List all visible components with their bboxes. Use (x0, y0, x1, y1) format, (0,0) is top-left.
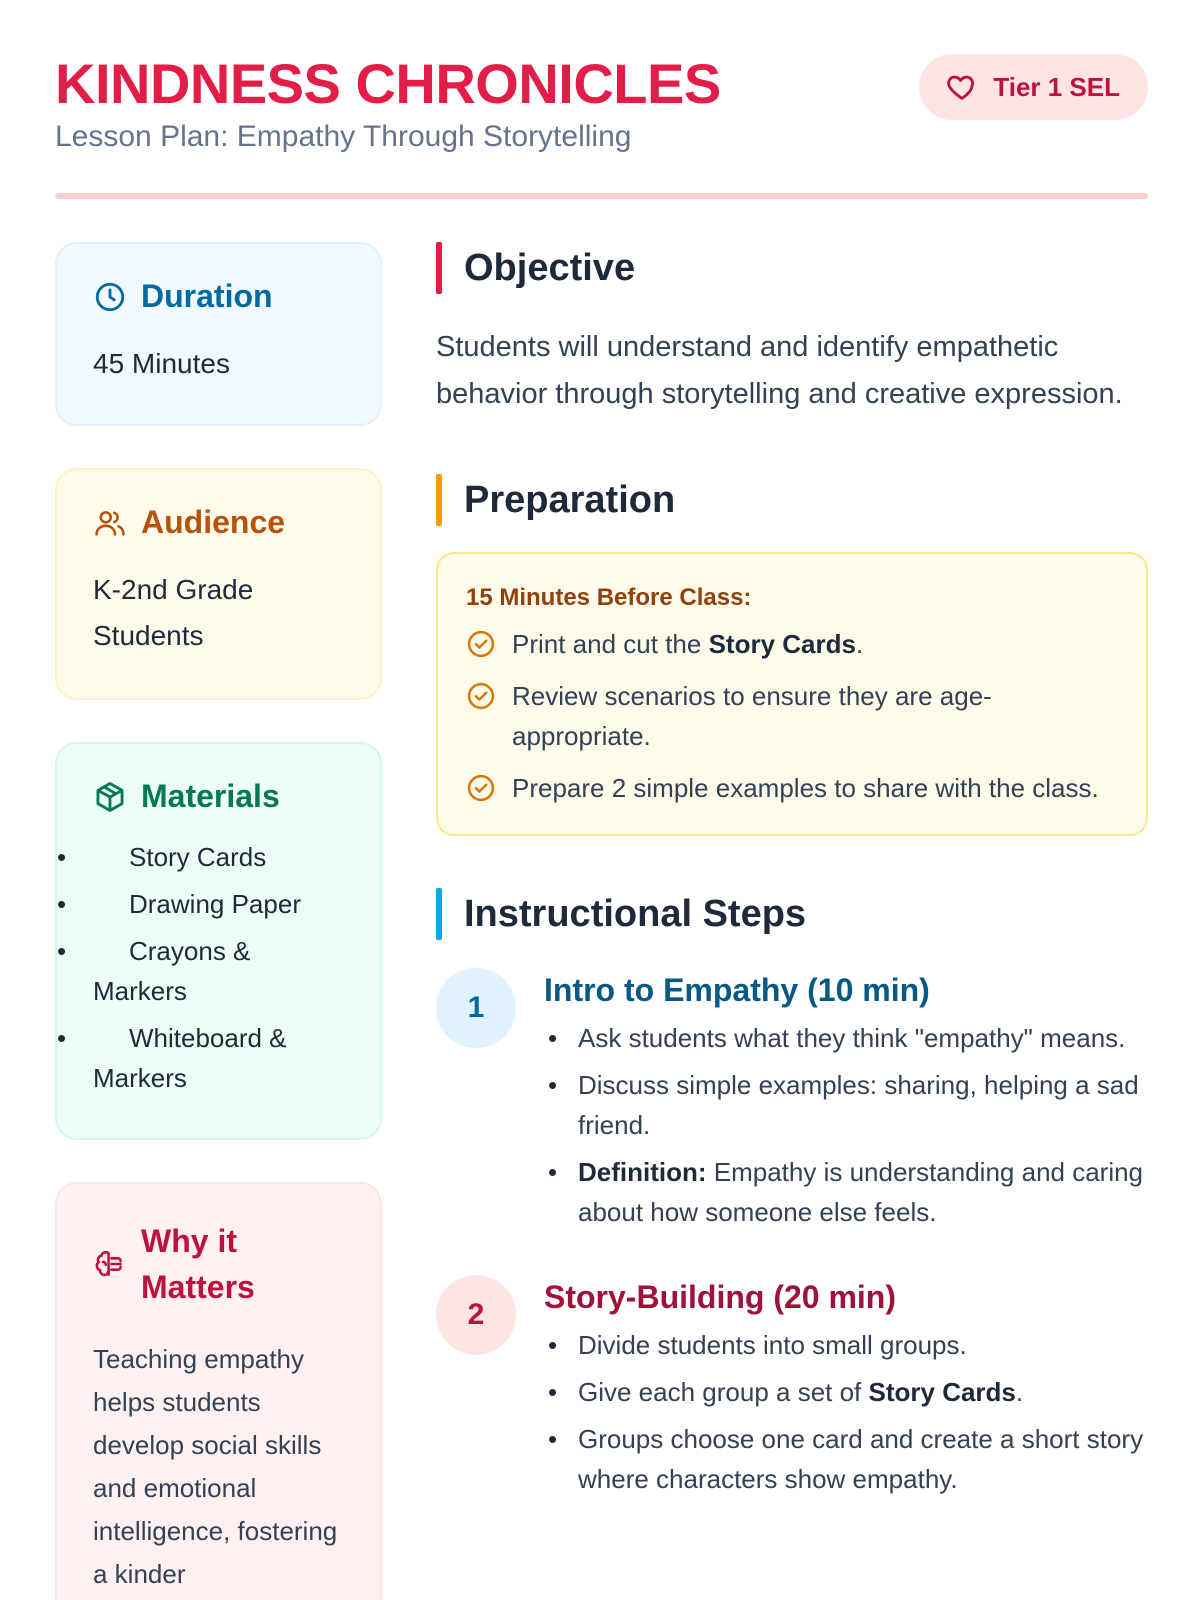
main-content (436, 242, 1148, 1506)
steps-heading-text: Instructional Steps (464, 892, 807, 935)
preparation-item (466, 624, 1118, 664)
materials-item: • Whiteboard & Markers (93, 1018, 344, 1098)
materials-list (93, 837, 344, 1098)
brain-icon (93, 1247, 127, 1281)
materials-title (93, 778, 344, 815)
preparation-heading (436, 474, 1148, 526)
step-bullet-after: . (1015, 1377, 1024, 1407)
preparation-accent-bar (436, 474, 442, 526)
preparation-item-text (512, 624, 863, 664)
check-circle-icon (466, 629, 496, 659)
duration-label: Duration (141, 278, 273, 314)
step-bullets (544, 1018, 1148, 1232)
steps-accent-bar (436, 888, 442, 940)
page-header (55, 52, 1148, 202)
why-it-matters-card (55, 1182, 382, 1600)
heart-icon (945, 70, 979, 104)
step-bullet-bold: Story Cards (868, 1377, 1016, 1407)
steps-heading (436, 888, 1148, 940)
step-content (544, 1275, 1148, 1506)
preparation-item (466, 676, 1118, 756)
sidebar (55, 242, 382, 1600)
step-bullet: • Discuss simple examples: sharing, helping a sad friend. (544, 1065, 1148, 1145)
why-label: Why it Matters (141, 1223, 255, 1305)
materials-card (55, 742, 382, 1140)
definition-label: Definition: (578, 1157, 707, 1187)
step-title: Story-Building (20 min) (544, 1279, 896, 1315)
duration-value: 45 Minutes (93, 348, 230, 379)
preparation-card (436, 552, 1148, 836)
step-bullet: • Divide students into small groups. (544, 1325, 1148, 1365)
preparation-label: 15 Minutes Before Class: (466, 584, 752, 611)
step-number: 2 (436, 1275, 516, 1355)
step-number: 1 (436, 968, 516, 1048)
objective-heading (436, 242, 1148, 294)
step-bullet (544, 1152, 1148, 1232)
step-bullet (544, 1372, 1148, 1412)
audience-title (93, 504, 344, 541)
preparation-heading-text: Preparation (464, 478, 676, 521)
page-subtitle: Lesson Plan: Empathy Through Storytelling (55, 120, 632, 153)
badge-label: Tier 1 SEL (993, 71, 1120, 102)
steps-section (436, 888, 1148, 1506)
duration-title (93, 278, 344, 315)
step-bullet: • Groups choose one card and create a short story where characters show empathy. (544, 1419, 1148, 1499)
materials-item: • Crayons & Markers (93, 931, 344, 1011)
step-content (544, 968, 1148, 1239)
materials-item: • Drawing Paper (93, 884, 344, 924)
audience-card (55, 468, 382, 700)
why-title (93, 1218, 344, 1310)
check-circle-icon (466, 773, 496, 803)
preparation-item-text: Prepare 2 simple examples to share with the class. (512, 773, 1099, 803)
audience-value: K-2nd Grade Students (93, 574, 254, 651)
step-bullet-text: Give each group a set of (578, 1377, 869, 1407)
step-bullet: • Ask students what they think "empathy" means. (544, 1018, 1148, 1058)
definition-text: Empathy is understanding and caring about how someone else feels. (578, 1157, 1144, 1227)
audience-label: Audience (141, 504, 286, 540)
objective-accent-bar (436, 242, 442, 294)
objective-text: Students will understand and identify empathetic behavior through storytelling and creative expression. (436, 331, 1123, 410)
users-icon (93, 506, 127, 540)
step-item (436, 1275, 1148, 1506)
materials-item: • Story Cards (93, 837, 344, 877)
objective-section (436, 242, 1148, 418)
prep-after: . (855, 629, 864, 659)
step-bullets (544, 1325, 1148, 1499)
clock-icon (93, 280, 127, 314)
header-divider (55, 193, 1148, 199)
preparation-section (436, 474, 1148, 836)
objective-heading-text: Objective (464, 246, 636, 289)
preparation-item-text: Review scenarios to ensure they are age-appropriate. (512, 681, 992, 751)
package-icon (93, 780, 127, 814)
materials-label: Materials (141, 778, 280, 814)
check-circle-icon (466, 681, 496, 711)
prep-text: Print and cut the (512, 629, 709, 659)
sel-tier-badge (919, 54, 1148, 120)
step-title: Intro to Empathy (10 min) (544, 972, 930, 1008)
step-item (436, 968, 1148, 1239)
why-text: Teaching empathy helps students develop social skills and emotional intelligence, fostering a kinder (93, 1344, 338, 1589)
prep-bold: Story Cards (708, 629, 856, 659)
page-title: KINDNESS CHRONICLES (55, 52, 721, 115)
duration-card (55, 242, 382, 426)
preparation-item (466, 768, 1118, 808)
